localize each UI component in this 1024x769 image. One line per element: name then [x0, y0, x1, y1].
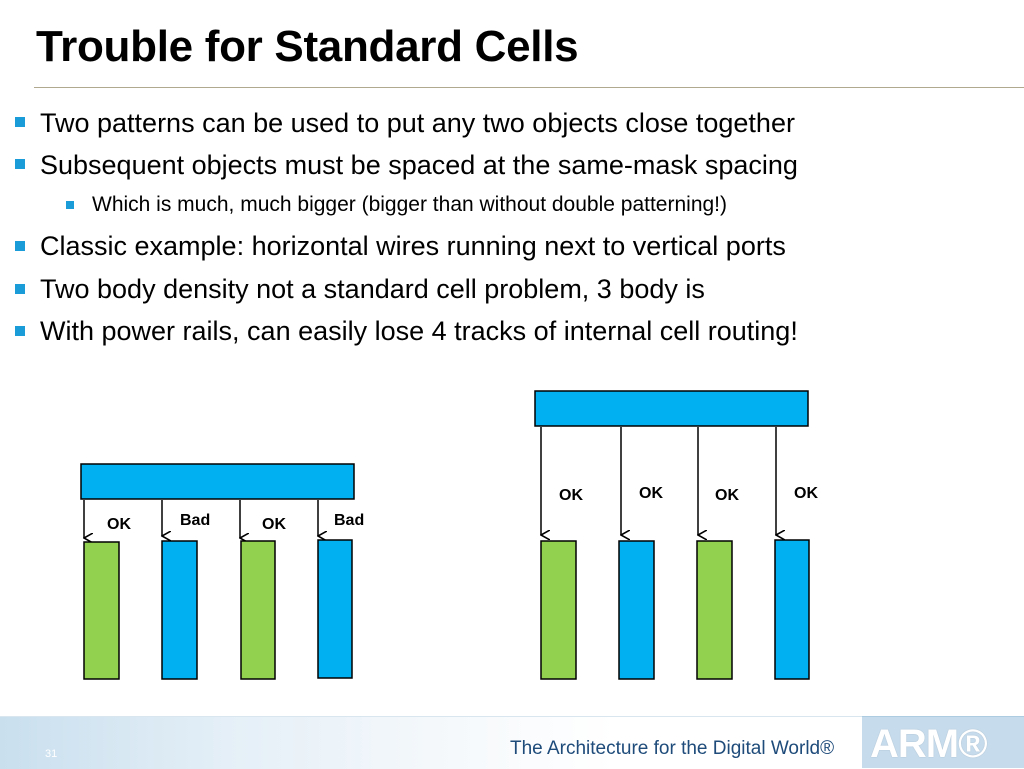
footer-tagline: The Architecture for the Digital World®: [510, 738, 835, 759]
spacing-label: Bad: [334, 512, 365, 529]
vertical-port: [318, 540, 352, 678]
sub-bullet-item: Which is much, much bigger (bigger than without double patterning!): [92, 193, 728, 216]
spacing-label: OK: [559, 487, 583, 504]
bullet-item: Subsequent objects must be spaced at the same-mask spacing: [40, 150, 798, 180]
left-example: [81, 464, 364, 679]
bullet-item: With power rails, can easily lose 4 tracks of internal cell routing!: [40, 316, 798, 346]
arm-logo: ARM®: [870, 722, 987, 766]
horizontal-wire: [535, 391, 808, 426]
vertical-port: [162, 541, 197, 679]
spacing-label: OK: [639, 485, 663, 502]
vertical-port: [541, 541, 576, 679]
spacing-label: Bad: [180, 512, 211, 529]
vertical-port: [619, 541, 654, 679]
slide-title: Trouble for Standard Cells: [36, 22, 579, 71]
spacing-label: OK: [794, 485, 818, 502]
vertical-port: [84, 542, 119, 679]
horizontal-wire: [81, 464, 354, 499]
spacing-label: OK: [107, 516, 131, 533]
right-example: [535, 391, 818, 679]
vertical-port: [697, 541, 732, 679]
bullet-item: Two body density not a standard cell problem, 3 body is: [40, 274, 705, 304]
page-number: 31: [45, 748, 58, 760]
bullet-item: Two patterns can be used to put any two objects close together: [40, 108, 795, 138]
vertical-port: [775, 540, 809, 679]
spacing-label: OK: [715, 487, 739, 504]
vertical-port: [241, 541, 275, 679]
spacing-label: OK: [262, 516, 286, 533]
bullet-item: Classic example: horizontal wires running next to vertical ports: [40, 231, 786, 261]
